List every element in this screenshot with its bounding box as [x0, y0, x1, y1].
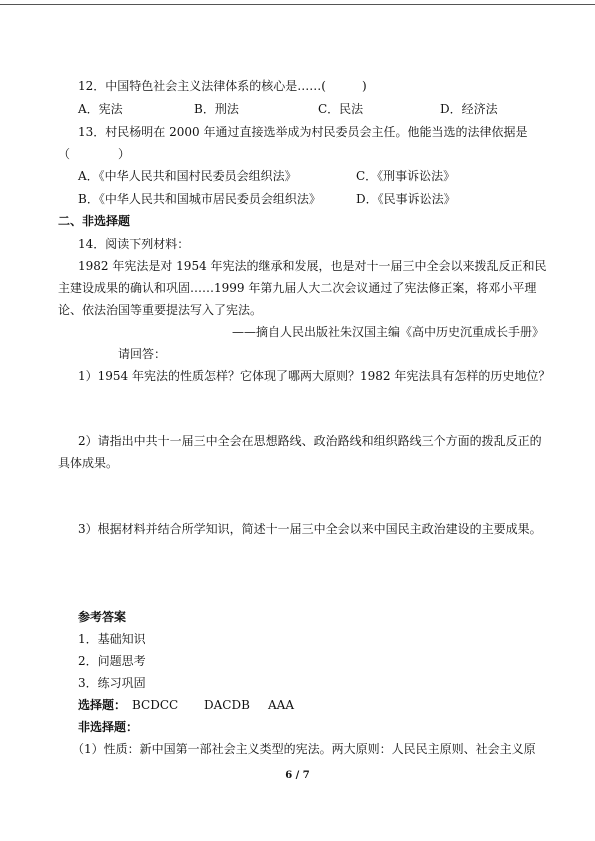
- answers-item-3: 3．练习巩固: [78, 676, 146, 690]
- material-line-1: 1982 年宪法是对 1954 年宪法的继承和发展，也是对十一届三中全会以来拨乱反正和民: [78, 259, 547, 273]
- q12-option-c: C．民法: [318, 102, 364, 116]
- q12-option-d: D．经济法: [440, 102, 498, 116]
- q13-option-a: A．《中华人民共和国村民委员会组织法》: [78, 169, 297, 183]
- q13-stem: 13．村民杨明在 2000 年通过直接选举成为村民委员会主任。他能当选的法律依据是: [78, 125, 528, 139]
- answer-prompt: 请回答：: [118, 347, 167, 361]
- q14-part-1: 1）1954 年宪法的性质怎样？它体现了哪两大原则？1982 年宪法具有怎样的历史地位？: [78, 369, 551, 383]
- answers-item-1: 1．基础知识: [78, 632, 146, 646]
- q12-option-b: B．刑法: [194, 102, 239, 116]
- answers-heading: 参考答案: [78, 610, 127, 624]
- q12-option-a: A．宪法: [78, 102, 123, 116]
- nonchoice-answer-line: （1）性质：新中国第一部社会主义类型的宪法。两大原则：人民民主原则、社会主义原: [72, 742, 536, 756]
- q12-stem: 12．中国特色社会主义法律体系的核心是……( ): [78, 79, 367, 93]
- q14-part-3: 3）根据材料并结合所学知识，简述十一届三中全会以来中国民主政治建设的主要成果。: [78, 522, 542, 536]
- q13-option-b: B．《中华人民共和国城市居民委员会组织法》: [78, 192, 321, 206]
- choice-answers-label: 选择题：: [78, 698, 127, 712]
- choice-answers-group-2: DACDB: [204, 698, 250, 712]
- q13-answer-paren: （ ）: [58, 147, 131, 161]
- section-heading: 二、非选择题: [58, 214, 131, 228]
- q13-option-c: C．《刑事诉讼法》: [356, 169, 456, 183]
- answers-item-2: 2．问题思考: [78, 654, 146, 668]
- q14-intro: 14．阅读下列材料：: [78, 237, 190, 251]
- material-source: ——摘自人民出版社朱汉国主编《高中历史沉重成长手册》: [232, 325, 545, 339]
- material-line-2: 主建设成果的确认和巩固……1999 年第九届人大二次会议通过了宪法修正案，将邓小平理: [58, 281, 537, 295]
- q13-option-d: D．《民事诉讼法》: [356, 192, 456, 206]
- material-line-3: 论、依法治国等重要提法写入了宪法。: [58, 303, 263, 317]
- q14-part-2: 2）请指出中共十一届三中全会在思想路线、政治路线和组织路线三个方面的拨乱反正的: [78, 434, 542, 448]
- nonchoice-answers-label: 非选择题：: [78, 720, 139, 734]
- page-number: 6 / 7: [285, 770, 310, 781]
- q14-part-2-cont: 具体成果。: [58, 456, 119, 470]
- choice-answers-group-3: AAA: [268, 698, 294, 712]
- header-rule: [0, 4, 595, 5]
- choice-answers-group-1: BCDCC: [132, 698, 179, 712]
